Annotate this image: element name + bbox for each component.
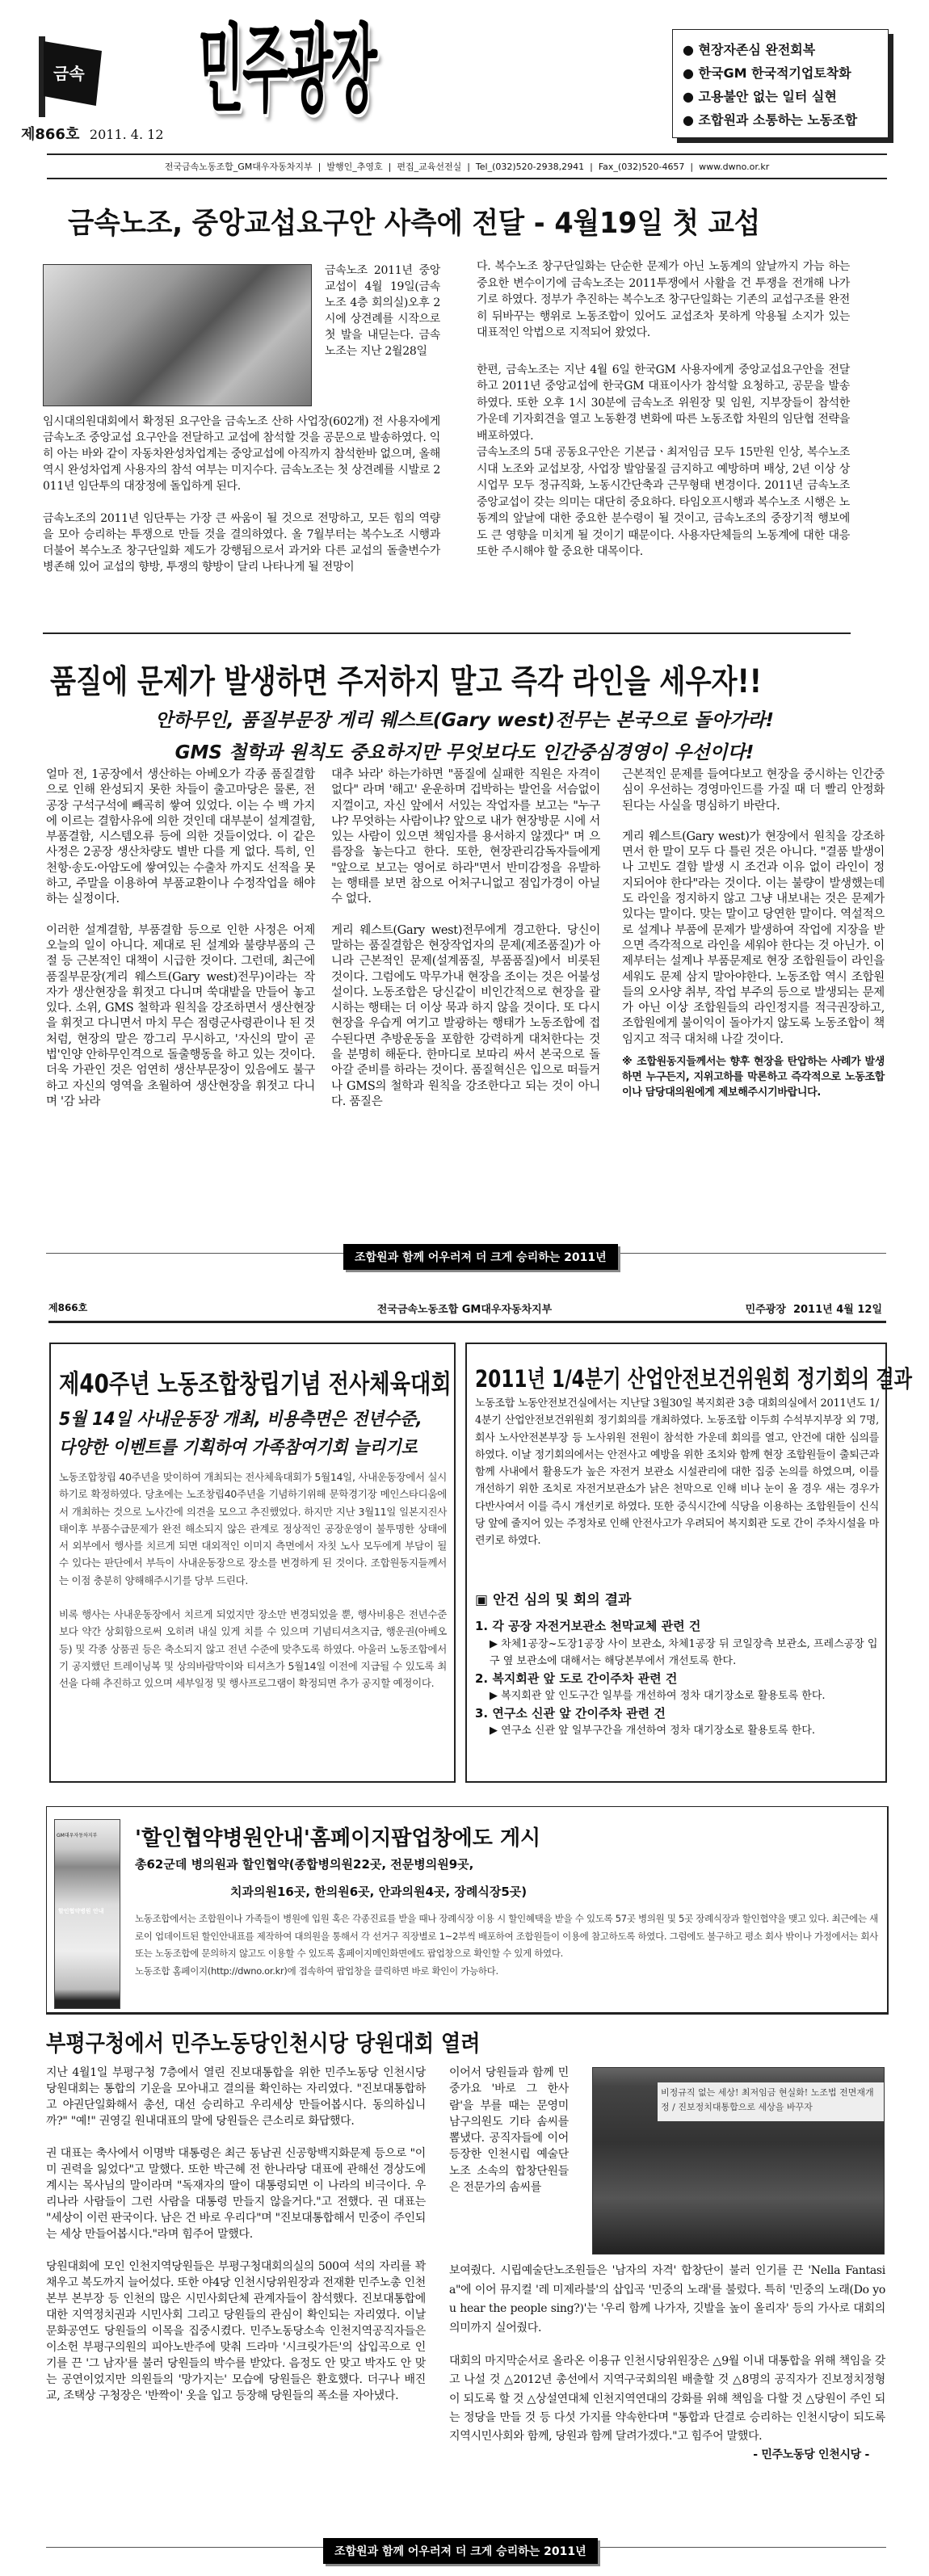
page-header-org: 전국금속노동조합 GM대우자동차지부 bbox=[376, 1304, 553, 1316]
article-subheadline: 다양한 이벤트를 기획하여 가족참여기회 늘리기로 bbox=[59, 1438, 418, 1458]
slogan-item: ● 조합원과 소통하는 노동조합 bbox=[683, 112, 858, 128]
hospital-body: 노동조합에서는 조합원이나 가족들이 병원에 입원 혹은 각종진료를 받을 때나 장례식장 이용 시 할인혜택을 받을 수 있도록 57곳 병의원 및 5곳 장례식장과 할인협약을 맺고 있다. 최근에는 새로이 업데이트된 할인안내표를 제작하여 대의원을 통해서 각 선거구 직장별로 1~2부씩 배포하여 조합원들이 이용에 참고하도록 하였다. 그럼에도 불구하고 평소 회사 밖이나 가정에서는 회사 또는 노동조합에 문의하지 않고도 이용할 수 있도록 홈페이지메인화면에도 팝업창으로 확인할 수 있게 하였다. 노동조합 홈페이지(http://dwno.or.kr)에 접속하여 팝업창을 클릭하면 바로 확인이 가능하다. bbox=[135, 1913, 878, 1977]
article-subheadline: 5월 14일 사내운동장 개최, 비용측면은 전년수준, bbox=[59, 1410, 422, 1430]
notice-text: ※ 조합원동지들께서는 향후 현장을 탄압하는 사례가 발생하면 누구든지, 지위고하를 막론하고 즉각적으로 노동조합이나 담당대의원에게 제보해주시기바랍니다. bbox=[622, 1056, 885, 1099]
party-closing: 대회의 마지막순서로 올라온 이용규 인천시당위원장은 △9월 이내 대통합을 위해 책임을 갖고 나설 것 △2012년 총선에서 지역구국회의원 배출할 것 △8명의 공직자가 진보정치정형이 되도록 할 것 △상설연대체 인천지역연대의 강화를 위해 책임을 다할 것 △당원이 주인 되는 정당을 만들 것 등 다섯 가지를 약속한다며 "통합과 단결로 승리하는 인천시당이 되도록 지역시민사회와 함께, 당원과 함께 달려가겠다."고 힘주어 말했다. - 민주노동당 인천시당 - bbox=[449, 2352, 885, 2465]
article-subheadline: GMS 철학과 원칙도 중요하지만 무엇보다도 인간중심경영이 우선이다! bbox=[174, 742, 755, 763]
article-subheadline: 치과의원16곳, 한의원6곳, 안과의원4곳, 장례식장5곳) bbox=[230, 1885, 528, 1899]
article-headline: 금속노조, 중앙교섭요구안 사측에 전달 - 4월19일 첫 교섭 bbox=[68, 207, 761, 240]
party-left-column: 지난 4월1일 부평구청 7층에서 열린 진보대통합을 위한 민주노동당 인천시당 당원대회는 통합의 기운을 모아내고 결의를 확인하는 자리였다. "진보대통합하고 야권단일화해서 총선, 대선 승리하고 우리세상 만들어봅시다. 동의하십니까?" "예!" 권영길 원내대표의 말에 당원들은 큰소리로 화답했다. 권 대표는 축사에서 이명박 대통령은 최근 동남권 신공항백지화문제 등으로 "이미 권력을 잃었다"고 말했다. 또한 박근혜 전 한나라당 대표에 관해선 경상도에 계시는 목사님의 말이라며 "독재자의 딸이 대통령되면 이 나라의 비극이다. 우리나라 사람들이 그런 사람을 대통령 만들지 않을거다."고 전했다. 권 대표는 "세상이 이런 판국이다. 남은 건 바로 우리다"며 "진보대통합해서 민중이 주인되는 세상 만들어봅시다."라며 힘주어 말했다. 당원대회에 모인 인천지역당원들은 부평구청대회의실의 500여 석의 자리를 꽉 채우고 복도까지 늘어섰다. 또한 야4당 인천시당위원장과 전재환 민주노총 인천본부 본부장 등 인천의 많은 시민사회단체 관계자들이 참석했다. 진보대통합에 대한 지역정치권과 시민사회 그리고 당원들의 관심이 확인되는 자리였다. 이날 문화공연도 당원들의 이목을 집중시켰다. 민주노동당소속 인천지역공직자들은 이소헌 부평구의원의 피아노반주에 맞춰 드라마 '시크릿가든'의 삽입곡으로 인기를 끈 '그 남자'를 불러 당원들의 박수를 받았다. 음정도 안 맞고 박자도 안 맞는 공연이었지만 의원들의 '망가지는' 모습에 당원들은 환호했다. 더구나 배진교, 조택상 구청장은 '반짝이' 옷을 입고 등장해 당원들의 폭소를 자아냈다. bbox=[46, 2066, 426, 2402]
logo-text: 금속 bbox=[53, 64, 85, 83]
safety-items bbox=[475, 1618, 879, 1740]
item-detail: ▶ 차체1공장~도장1공장 사이 보관소, 차체1공장 뒤 코일장측 보관소, 프레스공장 입구 옆 보관소에 대해서는 해당본부에서 개선토록 한다. bbox=[490, 1637, 878, 1667]
article-headline: 제40주년 노동조합창립기념 전사체육대회 bbox=[59, 1368, 452, 1399]
safety-section-title: ▣ 안건 심의 및 회의 결과 bbox=[475, 1592, 632, 1608]
article-right-column: 다. 복수노조 창구단일화는 단순한 문제가 아닌 노동계의 앞날까지 가늠 하는 중요한 변수이기에 금속노조는 2011투쟁에서 사활을 건 투쟁을 전개해 나가기로 하였다. 정부가 추진하는 복수노조 창구단일화는 기존의 교섭구조를 완전히 뒤바꾸는 행위로 노동조합이 있어도 교섭조차 못하게 악용될 소지가 있는 대표적인 악법으로 지적되어 왔었다. 한편, 금속노조는 지난 4월 6일 한국GM 사용자에게 중앙교섭요구안을 전달하고 2011년 중앙교섭에 한국GM 대표이사가 참석할 요청하고, 공문을 발송하였다. 또한 오후 1시 30분에 금속노조 위원장 및 임원, 지부장들이 참석한 가운데 기자회견을 열고 노동환경 변화에 따른 노동조합 차원의 임단협 전략을 배포하였다. 금속노조의 5대 공동요구안은 기본급ㆍ최저임금 모두 15만원 인상, 복수노조 시대 노조와 교섭보장, 사업장 발암물질 금지하고 예방하며 배상, 2년 이상 상시업무 모두 정규직화, 노동시간단축과 근무형태 변경이다. 2011년 금속노조 중앙교섭이 갖는 의미는 대단히 중요하다. 타임오프시행과 복수노조 시행은 노동계의 앞날에 대한 중요한 분수령이 될 것이고, 금속노조의 중장기적 행보에도 큰 영향을 미치게 될 것이기 때문이다. 사용자단체들의 노동계에 대한 대응 또한 주시해야 할 중요한 대목이다. bbox=[477, 260, 850, 558]
item-title: 2. 복지회관 앞 도로 간이주차 관련 건 bbox=[475, 1670, 678, 1686]
slogan-item: ● 고용불안 없는 일터 실현 bbox=[683, 89, 837, 104]
article-column-3: 근본적인 문제를 들여다보고 현장을 중시하는 인간중심이 우선하는 경영마인드를 가질 때 더 빨리 안정화 된다는 사실을 명심하기 바란다. 게리 웨스트(Gary west)가 현장에서 원칙을 강조하면서 한 말이 모두 다 틀린 것은 아니다. "결품 발생이나 고빈도 결함 발생 시 조건과 이유 없이 라인이 정지되어야 한다"라는 것이다. 이는 불량이 발생했는데도 라인을 정지하지 않고 그냥 내보내는 것은 문제가 있다는 말이다. 맞는 말이고 당연한 말이다. 역설적으로 설계나 부품에 문제가 발생하여 작업에 지장을 받으면 즉각적으로 라인을 세워야 한다는 것 아닌가. 이제부터는 설계나 부품문제로 현장 조합원들이 라인을 세워도 문제 삼지 말아야한다. 노동조합 역시 조합원들의 오사양 취부, 작업 부주의 등으로 발생되는 문제가 아닌 이상 조합원들의 라인정지를 적극권장하고, 조합원에게 불이익이 돌아가지 않도록 노동조합이 책임지고 적극 대처해 나갈 것이다. ※ 조합원동지들께서는 향후 현장을 탄압하는 사례가 발생하면 누구든지, 지위고하를 막론하고 즉각적으로 노동조합이나 담당대의원에게 제보해주시기바랍니다. bbox=[622, 768, 885, 1099]
article-lead: 금속노조 2011년 중앙교섭이 4월 19일(금속노조 4층 회의실)오후 2시에 상견례를 시작으로 첫 발을 내딛는다. 금속노조는 지난 2월28일 bbox=[325, 264, 440, 358]
homepage-screenshot: GM대우자동차지부 할인협약병원 안내 bbox=[54, 1819, 120, 2009]
union-logo bbox=[39, 36, 103, 117]
page-header-date: 민주광장 2011년 4월 12일 bbox=[745, 1304, 882, 1316]
article-headline: 2011년 1/4분기 산업안전보건위원회 정기회의 결과 bbox=[475, 1365, 913, 1393]
party-right-flow bbox=[449, 2262, 885, 2465]
article-subheadline: 총62군데 병의원과 할인협약(종합병의원22곳, 전문병의원9곳, bbox=[135, 1857, 474, 1872]
sports-body: 노동조합창립 40주년을 맞이하여 개최되는 전사체육대회가 5월14일, 사내운동장에서 실시하기로 확정하였다. 당초에는 노조창립40주년을 기념하기위해 문학경기장 메인스타디움에서 개최하는 것으로 노사간에 의견을 모으고 추진했었다. 하지만 지난 3월11일 일본지진사태이후 부품수급문제가 완전 해소되지 않은 관계로 정상적인 공장운영이 불투명한 상태에서 외부에서 행사를 치르게 되면 대외적인 이미지 측면에서 자칫 노사 모두에게 부담이 될 수 있다는 판단에서 부득이 사내운동장으로 장소를 변경하게 된 것이다. 조합원동지들께서는 이점 충분히 양해해주시기를 당부 드린다. 비록 행사는 사내운동장에서 치르게 되었지만 장소만 변경되었을 뿐, 행사비용은 전년수준보다 약간 상회함으로써 오히려 내실 있게 치를 수 있으며 기념티셔츠지급, 행운권(아베오 등) 및 각종 상품권 등은 축소되지 않고 전년 수준에 맞추도록 하였다. 아울러 노동조합에서 기 공지했던 트레이닝복 및 상의바람막이와 티셔츠가 5월14일 이전에 지급될 수 있도록 최선을 다해 추진하고 있으며 세부일정 및 행사프로그램이 확정되면 추가 공지할 예정이다. bbox=[59, 1471, 447, 1690]
footer-banner: 조합원과 함께 어우러져 더 크게 승리하는 2011년 bbox=[323, 2538, 598, 2564]
newspaper-title: 민주광장 bbox=[198, 14, 376, 125]
handshake-photo bbox=[43, 264, 312, 406]
publication-info: 전국금속노동조합_GM대우자동차지부 | 발행인_추영호 | 편집_교육선전실 | Tel_(032)520-2938,2941 | Fax_(032)520-4657 | www.dwno.or.kr bbox=[164, 162, 770, 172]
item-title: 3. 연구소 신관 앞 간이주차 관련 건 bbox=[475, 1705, 666, 1721]
slogan-box bbox=[672, 29, 889, 138]
item-detail: ▶ 복지회관 앞 인도구간 일부를 개선하여 정차 대기장소로 활용토록 한다. bbox=[490, 1690, 826, 1702]
footer-banner: 조합원과 함께 어우러져 더 크게 승리하는 2011년 bbox=[343, 1244, 618, 1270]
article-column-1: 얼마 전, 1공장에서 생산하는 아베오가 각종 품질결함으로 인해 완성되지 못한 차들이 출고마당은 물론, 전 공장 구석구석에 빼곡히 쌓여 있었다. 이는 수 백 가지에 이르는 결함사유에 의한 것인데 대부분이 설계결함, 부품결함, 시스템오류 등에 의한 것들이었다. 이 같은 사정은 2공장 생산차량도 별반 다를 게 없다. 특히, 인천항·송도·아암도에 쌓여있는 수출차 까지도 선적을 못하고, 주말을 이용하여 부품교환이나 수정작업을 해야 하는 실정이다. 이러한 설계결함, 부품결함 등으로 인한 사정은 어제 오늘의 일이 아니다. 제대로 된 설계와 불량부품의 근절 등 근본적인 대책이 시급한 것이다. 그런데, 최근에 품질부문장(게리 웨스트(Gary west)전무)이라는 작자가 생산현장을 휘젓고 다니며 쑥대밭을 만들어 놓고 있다. 소위, GMS 철학과 원칙을 강조하면서 생산현장을 휘젓고 다니면서 마치 무슨 점령군사령관이나 된 것처럼, 현장의 말은 깡그리 무시하고, '자신의 말이 곧 법'인양 안하무인격으로 돌출행동을 하고 있는 것이다. 더욱 가관인 것은 엄연히 생산부문장이 있음에도 불구하고 자신의 영역을 초월하여 생산현장을 휘젓고 다니며 '감 놔라 bbox=[46, 768, 315, 1108]
slogan-item: ● 한국GM 한국적기업토착화 bbox=[683, 65, 851, 81]
item-title: 1. 각 공장 자전거보관소 천막교체 관련 건 bbox=[475, 1619, 701, 1633]
article-subheadline: 안하무인, 품질부문장 게리 웨스트(Gary west)전무는 본국으로 돌아가라! bbox=[154, 710, 774, 731]
article-left-column: 임시대의원대회에서 확정된 요구안을 금속노조 산하 사업장(602개) 전 사용자에게 금속노조 중앙교섭 요구안을 전달하고 교섭에 참석할 것을 공문으로 발송하였다. 익히 아는 바와 같이 자동차완성차업계는 중앙교섭에 아직까지 참석한바 없으며, 올해 역시 완성차업계 사용자의 참석 여부는 미지수다. 금속노조는 첫 상견례를 시발로 2011년 임단투의 대장정에 돌입하게 된다. 금속노조의 2011년 임단투는 가장 큰 싸움이 될 것으로 전망하고, 모든 힘의 역량을 모아 승리하는 투쟁으로 만들 것을 결의하였다. 올 7월부터는 복수노조 시행과 더불어 복수노조 창구단일화 제도가 강행됨으로서 과거와 다른 교섭의 돌출변수가 병존해 있어 교섭의 향방, 투쟁의 향방이 달리 나타나게 될 전망이 bbox=[43, 415, 440, 574]
party-wide-text: 보여줬다. 시립예술단노조원들은 '남자의 자격' 합창단이 불러 인기를 끈 'Nella Fantasia"에 이어 뮤지컬 '레 미제라블'의 삽입곡 '민중의 노래'를 불렀다. 특히 '민중의 노래(Do you hear the people sing?)'는 '우리 함께 나가자, 깃발을 높이 올리자' 등의 가사로 대회의 의미까지 실어줬다. bbox=[449, 2264, 885, 2334]
rally-photo bbox=[592, 2067, 885, 2255]
rally-banner: 비정규직 없는 세상! 최저임금 현실화! 노조법 전면재개정 / 진보정치대통합으로 세상을 바꾸자 bbox=[658, 2082, 884, 2121]
safety-intro: 노동조합 노동안전보건실에서는 지난달 3월30일 복지회관 3층 대회의실에서 2011년도 1/4분기 산업안전보건위원회 정기회의를 개최하였다. 노동조합 이두희 수석부지부장 외 7명, 회사 노사안전본부장 등 노사위원 전원이 참석한 가운데 회의를 열고, 안건에 대한 심의를 하였다. 이날 정기회의에서는 안전사고 예방을 위한 조치와 함께 현장 조합원들이 출퇴근과 함께 사내에서 활용도가 높은 자전거 보관소 시설관리에 대한 집중 논의를 하였으며, 이를 개선하기 위한 조치로 자전거보관소가 낡은 천막으로 인해 비나 눈이 올 경우 새는 경우가 다반사여서 이를 즉시 개선키로 하였다. 또한 중식시간에 식당을 이용하는 조합원들이 신식당 앞에 줄지어 있는 주정차로 인해 안전사고가 우려되어 복지회관 도로 간이 주차시설을 마련키로 하였다. bbox=[475, 1397, 879, 1548]
article-column-2: 대추 놔라' 하는가하면 "품질에 실패한 직원은 자격이 없다" 라며 '해고' 운운하며 겁박하는 발언을 서슴없이 지껄이고, 자신 앞에서 서있는 작업자를 보고는 "누구냐? 무엇하는 사람이냐? 앞으로 내가 현장방문 시에 서있는 사람이 있으면 책임자를 용서하지 않겠다" 며 으름장을 놓는다고 한다. 또한, 현장관리감독자들에게 "앞으로 보고는 영어로 하라"면서 반미감정을 유발하는 행태를 보면 참으로 어처구니없고 점입가경이 아닐 수 없다. 게리 웨스트(Gary west)전무에게 경고한다. 당신이 말하는 품질결함은 현장작업자의 문제(제조품질)가 아니라 근본적인 문제(설계품질, 부품품질)에서 비롯된 것이다. 그럼에도 막무가내 현장을 조이는 것은 어불성설이다. 노동조합은 당신같이 비인간적으로 현장을 괄시하는 행태는 더 이상 묵과 하지 않을 것이다. 또 다시 현장을 우습게 여기고 발광하는 행태가 노동조합에 접수된다면 추방운동을 포함한 강력하게 대처한다는 것을 분명히 해둔다. 한마디로 보따리 싸서 본국으로 돌아갈 준비를 하라는 것이다. 품질혁신은 입으로 떠들거나 GMS의 철학과 원칙을 강조한다고 되는 것이 아니다. 품질은 bbox=[331, 768, 600, 1108]
article-headline: 품질에 문제가 발생하면 주저하지 말고 즉각 라인을 세우자!! bbox=[50, 663, 762, 700]
page-header-issue: 제866호 bbox=[48, 1302, 88, 1313]
party-narrow-column: 이어서 당원들과 함께 민중가요 '바로 그 한사람'을 부를 때는 문영미 남구의원도 기타 솜씨를 뽐냈다. 공직자들에 이어 등장한 인천시립 예술단노조 소속의 합창단원들은 전문가의 솜씨를 bbox=[449, 2066, 569, 2195]
article-headline: 부평구청에서 민주노동당인천시당 당원대회 열려 bbox=[46, 2030, 481, 2057]
slogan-item: ● 현장자존심 완전회복 bbox=[683, 42, 816, 57]
item-detail: ▶ 연구소 신관 앞 일부구간을 개선하여 정차 대기장소로 활용토록 한다. bbox=[490, 1725, 815, 1737]
article-signature: - 민주노동당 인천시당 - bbox=[753, 2448, 869, 2462]
issue-number: 제866호 2011. 4. 12 bbox=[21, 126, 164, 143]
article-headline: '할인협약병원안내'홈페이지팝업창에도 게시 bbox=[135, 1826, 541, 1851]
